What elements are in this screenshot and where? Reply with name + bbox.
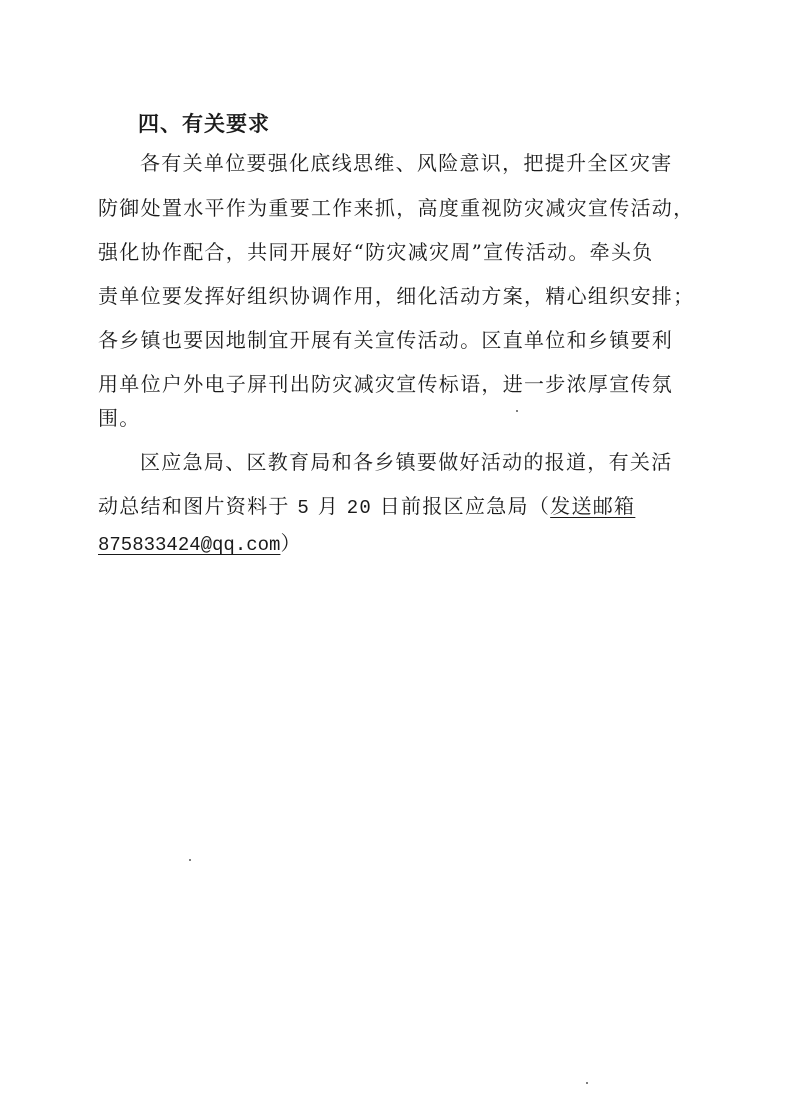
paragraph-line: 各有关单位要强化底线思维、风险意识，把提升全区灾害 [140,151,673,175]
month-unit: 月 [310,494,347,518]
paragraph-line: 责单位要发挥好组织协调作用，细化活动方案，精心组织安排； [98,284,695,308]
paragraph-line: 防御处置水平作为重要工作来抓，高度重视防灾减灾宣传活动， [98,196,695,220]
scan-speck [586,1082,588,1084]
line-text: 动总结和图片资料于 [98,494,298,518]
line-text: 日前报区应急局（ [372,494,551,518]
deadline-month: 5 [297,497,311,519]
paragraph-line: 围。 [98,406,141,430]
deadline-day: 20 [346,497,373,519]
paragraph-line: 强化协作配合，共同开展好“防灾减灾周”宣传活动。牵头负 [98,240,654,264]
scan-speck [189,859,191,861]
paragraph-line: 各乡镇也要因地制宜开展有关宣传活动。区直单位和乡镇要利 [98,328,674,352]
paragraph-line: 用单位户外电子屏刊出防灾减灾宣传标语，进一步浓厚宣传氛 [98,372,674,396]
close-paren: ） [280,531,302,555]
section-heading: 四、有关要求 [138,112,270,136]
paragraph-line: 区应急局、区教育局和各乡镇要做好活动的报道，有关活 [140,450,673,474]
email-label: 发送邮箱 [550,494,636,518]
paragraph-line [98,490,635,519]
email-address: 875833424@qq.com [98,534,281,556]
paragraph-line [98,527,302,556]
scan-speck [516,410,518,412]
